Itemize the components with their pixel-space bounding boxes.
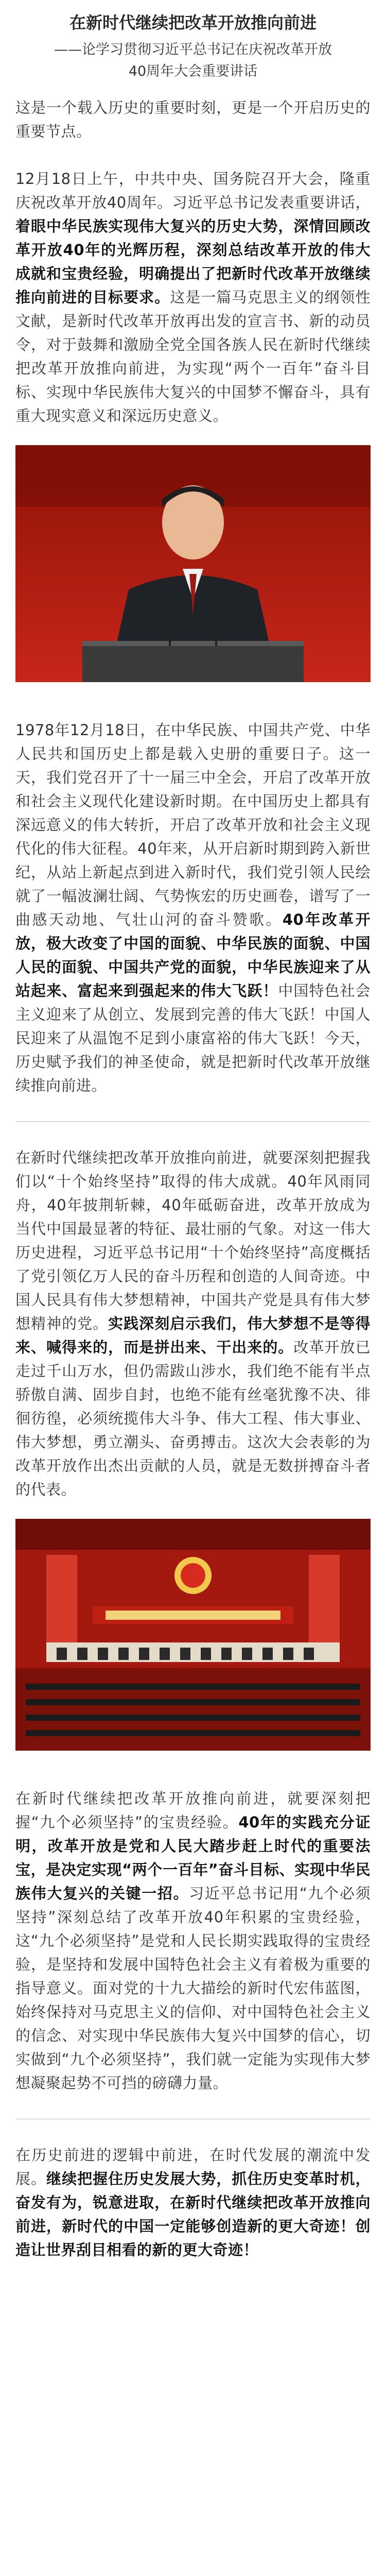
paragraph-3	[15, 1146, 371, 1501]
paragraph-5-bold: 继续把握住历史发展大势，抓住历史变革时机，奋发有为，锐意进取，在新时代继续把改革开放推向前进，新时代的中国一定能够创造新的更大奇迹！创造让世界刮目相看的新的更大奇迹！	[15, 2170, 371, 2259]
paragraph-5	[15, 2143, 371, 2262]
paragraph-4-text-a: 在新时代继续把改革开放推向前进，就要深刻把握“九个必须坚持”的宝贵经验。	[15, 1790, 371, 1831]
paragraph-4-bold: 40年的实践充分证明，改革开放是党和人民大踏步赶上时代的重要法宝，是决定实现“两个一百年”奋斗目标、实现中华民族伟大复兴的关键一招。	[15, 1814, 371, 1902]
intro-paragraph: 这是一个载入历史的重要时刻，更是一个开启历史的重要节点。	[15, 99, 371, 140]
paragraph-2-text-b: 中国特色社会主义迎来了从创立、发展到完善的伟大飞跃！中国人民迎来了从温饱不足到小康富裕的伟大飞跃！今天，历史赋予我们的神圣使命，就是把新时代改革开放继续推向前进。	[15, 982, 371, 1094]
photo-speaker	[15, 445, 371, 682]
paragraph-4	[15, 1787, 371, 2095]
article-title: 在新时代继续把改革开放推向前进	[69, 13, 317, 32]
paragraph-1-text-a: 12月18日上午，中共中央、国务院召开大会，隆重庆祝改革开放40周年。习近平总书记发表重要讲话，	[15, 170, 371, 211]
article-subtitle-line1: ——论学习贯彻习近平总书记在庆祝改革开放	[54, 42, 332, 58]
paragraph-3-bold: 实践深刻启示我们，伟大梦想不是等得来、喊得来的，而是拼出来、干出来的。	[15, 1315, 371, 1356]
paragraph-4-text-b: 习近平总书记用“九个必须坚持”深刻总结了改革开放40年积累的宝贵经验，这“九个必须坚持”是党和人民长期实践取得的宝贵经验，是坚持和发展中国特色社会主义有着极为重要的指导意义。面对党的十九大描绘的新时代宏伟蓝图，始终保持对马克思主义的信仰、对中国特色社会主义的信念、对实现中华民族伟大复兴中国梦的信心，切实做到“九个必须坚持”，我们就一定能为实现伟大梦想凝聚起势不可挡的磅礴力量。	[15, 1885, 371, 2092]
paragraph-2	[15, 718, 371, 1097]
paragraph-2-bold: 40年改革开放，极大改变了中国的面貌、中华民族的面貌、中国人民的面貌、中国共产党的面貌，中华民族迎来了从站起来、富起来到强起来的伟大飞跃！	[15, 911, 371, 999]
article-subtitle-line2: 40周年大会重要讲话	[128, 63, 258, 79]
paragraph-1	[15, 167, 371, 428]
paragraph-2-text-a: 1978年12月18日，在中华民族、中国共产党、中华人民共和国历史上都是载入史册的重要日子。这一天，我们党召开了十一届三中全会，开启了改革开放和社会主义现代化建设新时期。在中国历史上都具有深远意义的伟大转折，开启了改革开放和社会主义现代化的伟大征程。40年来，从开启新时期到跨入新世纪，从站上新起点到进入新时代，我们党引领人民绘就了一幅波澜壮阔、气势恢宏的历史画卷，谱写了一曲感天动地、气壮山河的奋斗赞歌。	[15, 721, 371, 928]
paragraph-5-text-a: 在历史前进的逻辑中前进，在时代发展的潮流中发展。	[15, 2146, 371, 2188]
paragraph-3-text-a: 在新时代继续把改革开放推向前进，就要深刻把握我们以“十个始终坚持”取得的伟大成就。40年风雨同舟，40年披荆斩棘，40年砥砺奋进，改革开放成为当代中国最显著的特征、最壮丽的气象。对这一伟大历史进程，习近平总书记用“十个始终坚持”高度概括了党引领亿万人民的奋斗历程和创造的人间奇迹。中国人民具有伟大梦想精神，中国共产党是具有伟大梦想精神的党。	[15, 1149, 371, 1332]
paragraph-1-bold: 着眼中华民族实现伟大复兴的历史大势，深情回顾改革开放40年的光辉历程，深刻总结改革开放的伟大成就和宝贵经验，明确提出了把新时代改革开放继续推向前进的目标要求。	[15, 217, 371, 306]
paragraph-3-text-b: 改革开放已走过千山万水，但仍需跋山涉水，我们绝不能有半点骄傲自满、固步自封，也绝不能有丝毫犹豫不决、徘徊彷徨，必须统揽伟大斗争、伟大工程、伟大事业、伟大梦想，勇立潮头、奋勇搏击。这次大会表彰的为改革开放作出杰出贡献的人员，就是无数拼搏奋斗者的代表。	[15, 1338, 371, 1498]
paragraph-1-text-b: 这是一篇马克思主义的纲领性文献，是新时代改革开放再出发的宣言书、新的动员令，对于鼓舞和激励全党全国各族人民在新时代继续把改革开放推向前进，为实现“两个一百年”奋斗目标、实现中华民族伟大复兴的中国梦不懈奋斗，具有重大现实意义和深远历史意义。	[15, 289, 371, 425]
photo-conference-hall	[15, 1519, 371, 1751]
